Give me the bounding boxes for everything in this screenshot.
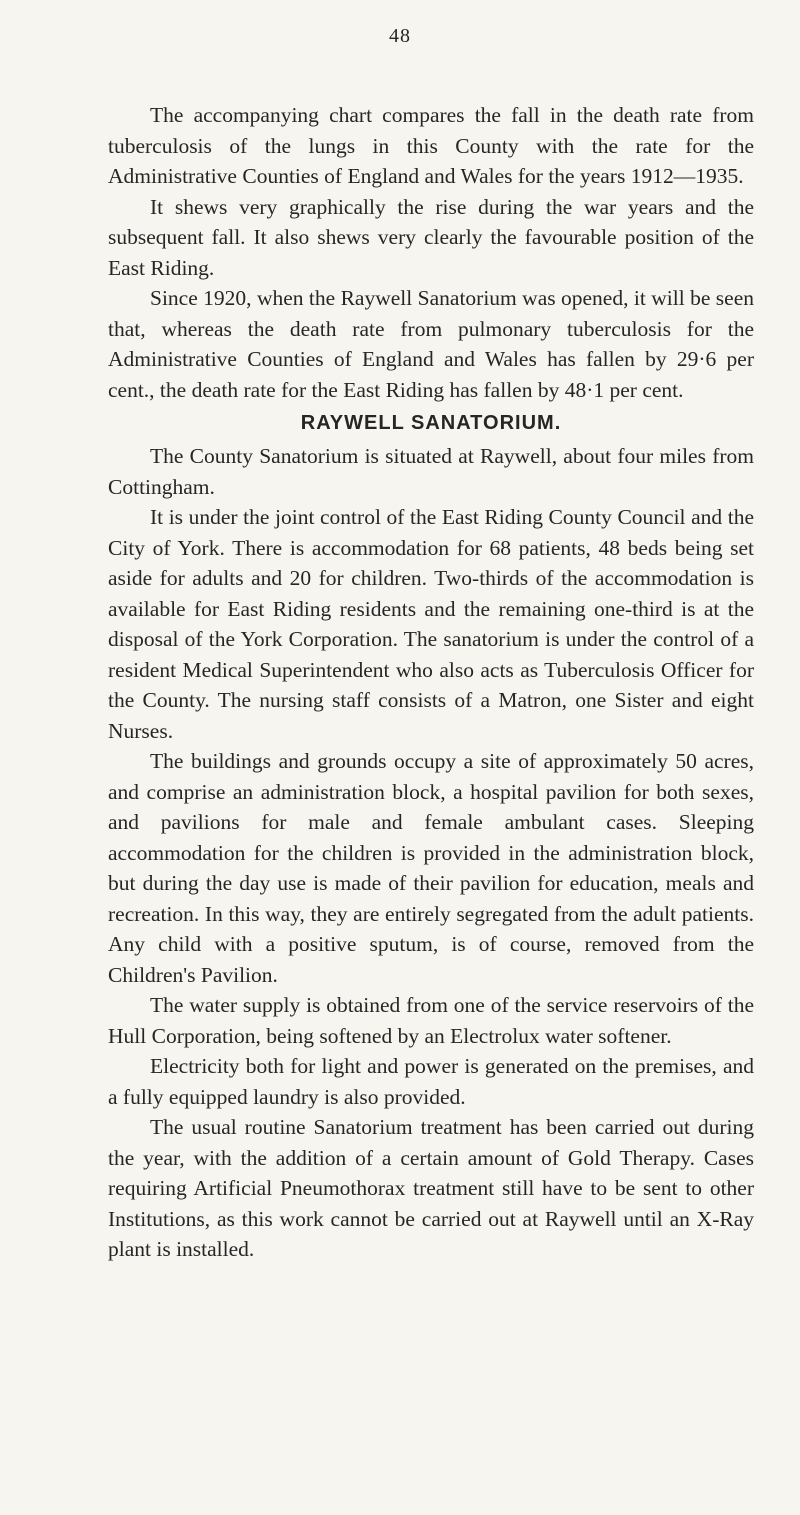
section-paragraph-1: The County Sanatorium is situated at Raywell, about four miles from Cottingham. <box>108 444 754 499</box>
section-heading: RAYWELL SANATORIUM. <box>300 412 562 434</box>
section-paragraph-2: It is under the joint control of the East Riding County Council and the City of York. There is accommodation for 68 patients, 48 beds being set aside for adults and 20 for children. Two-thirds of the accommodation is available for East Riding residents and the remaining one-third is at the disposal of the York Corporation. The sanatorium is under the control of a resident Medical Superintendent who also acts as Tuberculosis Officer for the County. The nursing staff consists of a Matron, one Sister and eight Nurses. <box>108 505 754 743</box>
section-paragraph-3: The buildings and grounds occupy a site of approximately 50 acres, and comprise an administration block, a hospital pavilion for both sexes, and pavilions for male and female ambulant cases. Sleeping accommodation for the children is provided in the administration block, but during the day use is made of their pavilion for education, meals and recreation. In this way, they are entirely segregated from the adult patients. Any child with a positive sputum, is of course, removed from the Children's Pavilion. <box>108 749 754 987</box>
section-paragraph-4: The water supply is obtained from one of the service reservoirs of the Hull Corporation, being softened by an Electrolux water softener. <box>108 993 754 1048</box>
intro-paragraph-1: The accompanying chart compares the fall in the death rate from tuberculosis of the lungs in this County with the rate for the Administrative Counties of England and Wales for the years 1912—1935. <box>108 103 754 188</box>
section-paragraph-6: The usual routine Sanatorium treatment has been carried out during the year, with the addition of a certain amount of Gold Therapy. Cases requiring Artificial Pneumothorax treatment still have to be sent to other Institutions, as this work cannot be carried out at Raywell until an X-Ray plant is installed. <box>108 1115 754 1261</box>
page-number: 48 <box>389 25 411 47</box>
intro-paragraph-3: Since 1920, when the Raywell Sanatorium was opened, it will be seen that, whereas the death rate from pulmonary tuberculosis for the Administrative Counties of England and Wales has fallen by 29·6 per cent., the death rate for the East Riding has fallen by 48·1 per cent. <box>108 286 754 402</box>
section-paragraph-5: Electricity both for light and power is generated on the premises, and a fully equipped laundry is also provided. <box>108 1054 754 1109</box>
intro-paragraph-2: It shews very graphically the rise during the war years and the subsequent fall. It also shews very clearly the favourable position of the East Riding. <box>108 194 754 280</box>
document-body <box>108 100 754 1265</box>
